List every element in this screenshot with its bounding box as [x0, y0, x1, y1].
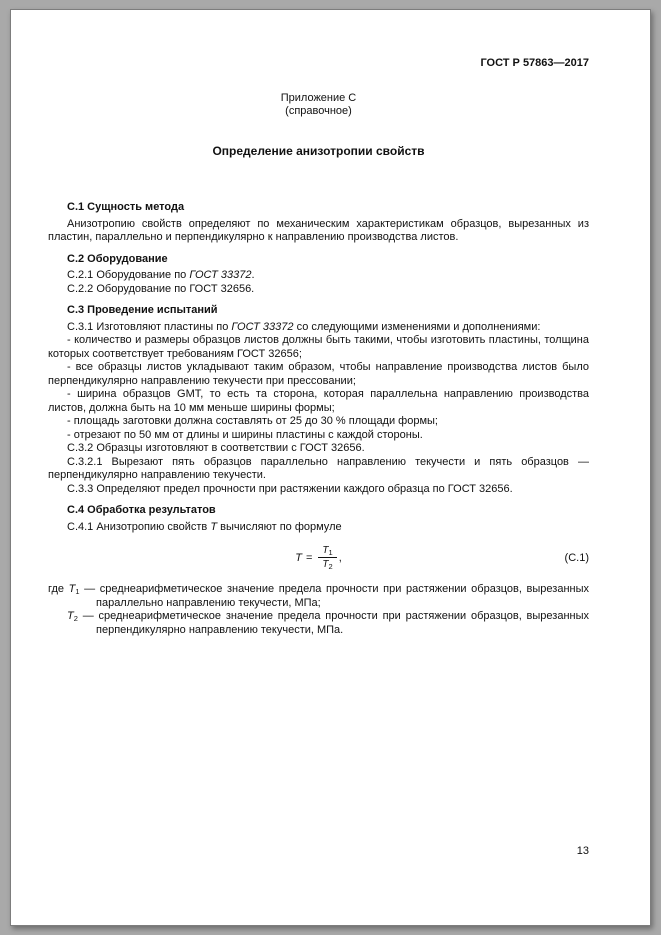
- text-run: Т: [67, 610, 74, 622]
- annex-title: Приложение С: [280, 92, 357, 104]
- text-run: С.3.3 Определяют предел прочности при растяжении каждого образца по ГОСТ 32656.: [67, 482, 513, 495]
- document-page: [10, 9, 651, 926]
- text-run: С.3 Проведение испытаний: [67, 304, 218, 316]
- formula-row: [48, 544, 589, 571]
- paragraph: [48, 283, 589, 297]
- formula-number: (С.1): [564, 551, 589, 564]
- text-run: С.1 Сущность метода: [67, 201, 185, 213]
- paragraph: [48, 610, 589, 637]
- text-run: ГОСТ 33372: [189, 269, 252, 281]
- formula-denominator: [318, 558, 336, 571]
- paragraph: [48, 321, 589, 335]
- paragraph: [48, 388, 589, 415]
- text-run: вычисляют по формуле: [217, 520, 342, 533]
- denominator-variable: Т: [322, 559, 329, 570]
- document-title: Определение анизотропии свойств: [212, 144, 425, 158]
- paragraph: [48, 442, 589, 456]
- page-number: 13: [576, 845, 589, 857]
- text-run: С.3.2.1 Вырезают пять образцов параллельно направлению текучести и пять образцов — перпендикулярно направлению текучести.: [48, 455, 589, 481]
- text-run: — среднеарифметическое значение предела прочности при растяжении образцов, вырезанных параллельно направлению текучести, МПа;: [79, 583, 589, 609]
- where-block: [48, 583, 589, 637]
- formula-variable: Т: [295, 551, 302, 564]
- formula-numerator: [318, 544, 336, 558]
- subscript-text: 1: [75, 587, 80, 596]
- text-run: - отрезают по 50 мм от длины и ширины пластины с каждой стороны.: [67, 428, 423, 441]
- text-run: Т: [210, 520, 218, 533]
- text-run: — среднеарифметическое значение предела прочности при растяжении образцов, вырезанных перпендикулярно направлению текучести, МПа.: [77, 610, 589, 636]
- text-run: Т: [68, 583, 76, 595]
- paragraph: [48, 218, 589, 245]
- text-run: - количество и размеры образцов листов должны быть такими, чтобы изготовить пластины, толщина которых соответствует требованиям ГОСТ 32656;: [48, 334, 589, 360]
- subscript-text: 2: [73, 614, 78, 623]
- section-heading: [48, 253, 589, 267]
- numerator-subscript: 1: [328, 548, 333, 557]
- paragraph: [48, 483, 589, 497]
- text-run: С.4.1 Анизотропию свойств: [67, 520, 211, 533]
- text-run: С.3.2 Образцы изготовляют в соответствии с ГОСТ 32656.: [67, 442, 365, 454]
- formula-trailing-comma: ,: [338, 551, 342, 564]
- formula: [295, 544, 342, 571]
- paragraph: [48, 269, 589, 283]
- text-run: С.3.1 Изготовляют пластины по: [67, 320, 232, 333]
- text-run: ГОСТ 33372: [231, 320, 294, 333]
- text-run: С.2.2 Оборудование по ГОСТ 32656.: [67, 282, 255, 295]
- text-run: - все образцы листов укладывают таким образом, чтобы направление производства листов было перпендикулярно направлению текучести при прессовании;: [48, 361, 589, 387]
- paragraph: [48, 583, 589, 610]
- text-run: - ширина образцов GMT, то есть та сторона, которая параллельна направлению производства листов, должна быть на 10 мм меньше ширины формы;: [48, 388, 589, 414]
- paragraph: [48, 456, 589, 483]
- paragraph: [48, 429, 589, 443]
- document-header: ГОСТ Р 57863—2017: [480, 57, 589, 69]
- section-heading: [48, 201, 589, 215]
- paragraph: [48, 521, 589, 535]
- formula-fraction: [318, 544, 336, 571]
- section-heading: [48, 504, 589, 518]
- text-run: со следующими изменениями и дополнениями:: [293, 320, 541, 333]
- body-sections: [48, 201, 589, 534]
- text-run: где: [48, 583, 69, 595]
- text-run: С.2 Оборудование: [67, 252, 168, 265]
- paragraph: [48, 415, 589, 429]
- text-run: С.2.1 Оборудование по: [67, 269, 190, 281]
- formula-equals: =: [305, 551, 313, 564]
- text-run: Анизотропию свойств определяют по механическим характеристикам образцов, вырезанных из пластин, параллельно и перпендикулярно к направлению производства листов.: [48, 217, 589, 243]
- text-run: - площадь заготовки должна составлять от 25 до 30 % площади формы;: [67, 415, 438, 427]
- section-heading: [48, 304, 589, 318]
- paragraph: [48, 361, 589, 388]
- annex-subtitle: (справочное): [285, 105, 352, 117]
- text-run: .: [251, 269, 255, 281]
- numerator-variable: Т: [322, 545, 329, 556]
- paragraph: [48, 334, 589, 361]
- denominator-subscript: 2: [328, 562, 333, 571]
- text-run: С.4 Обработка результатов: [67, 504, 216, 516]
